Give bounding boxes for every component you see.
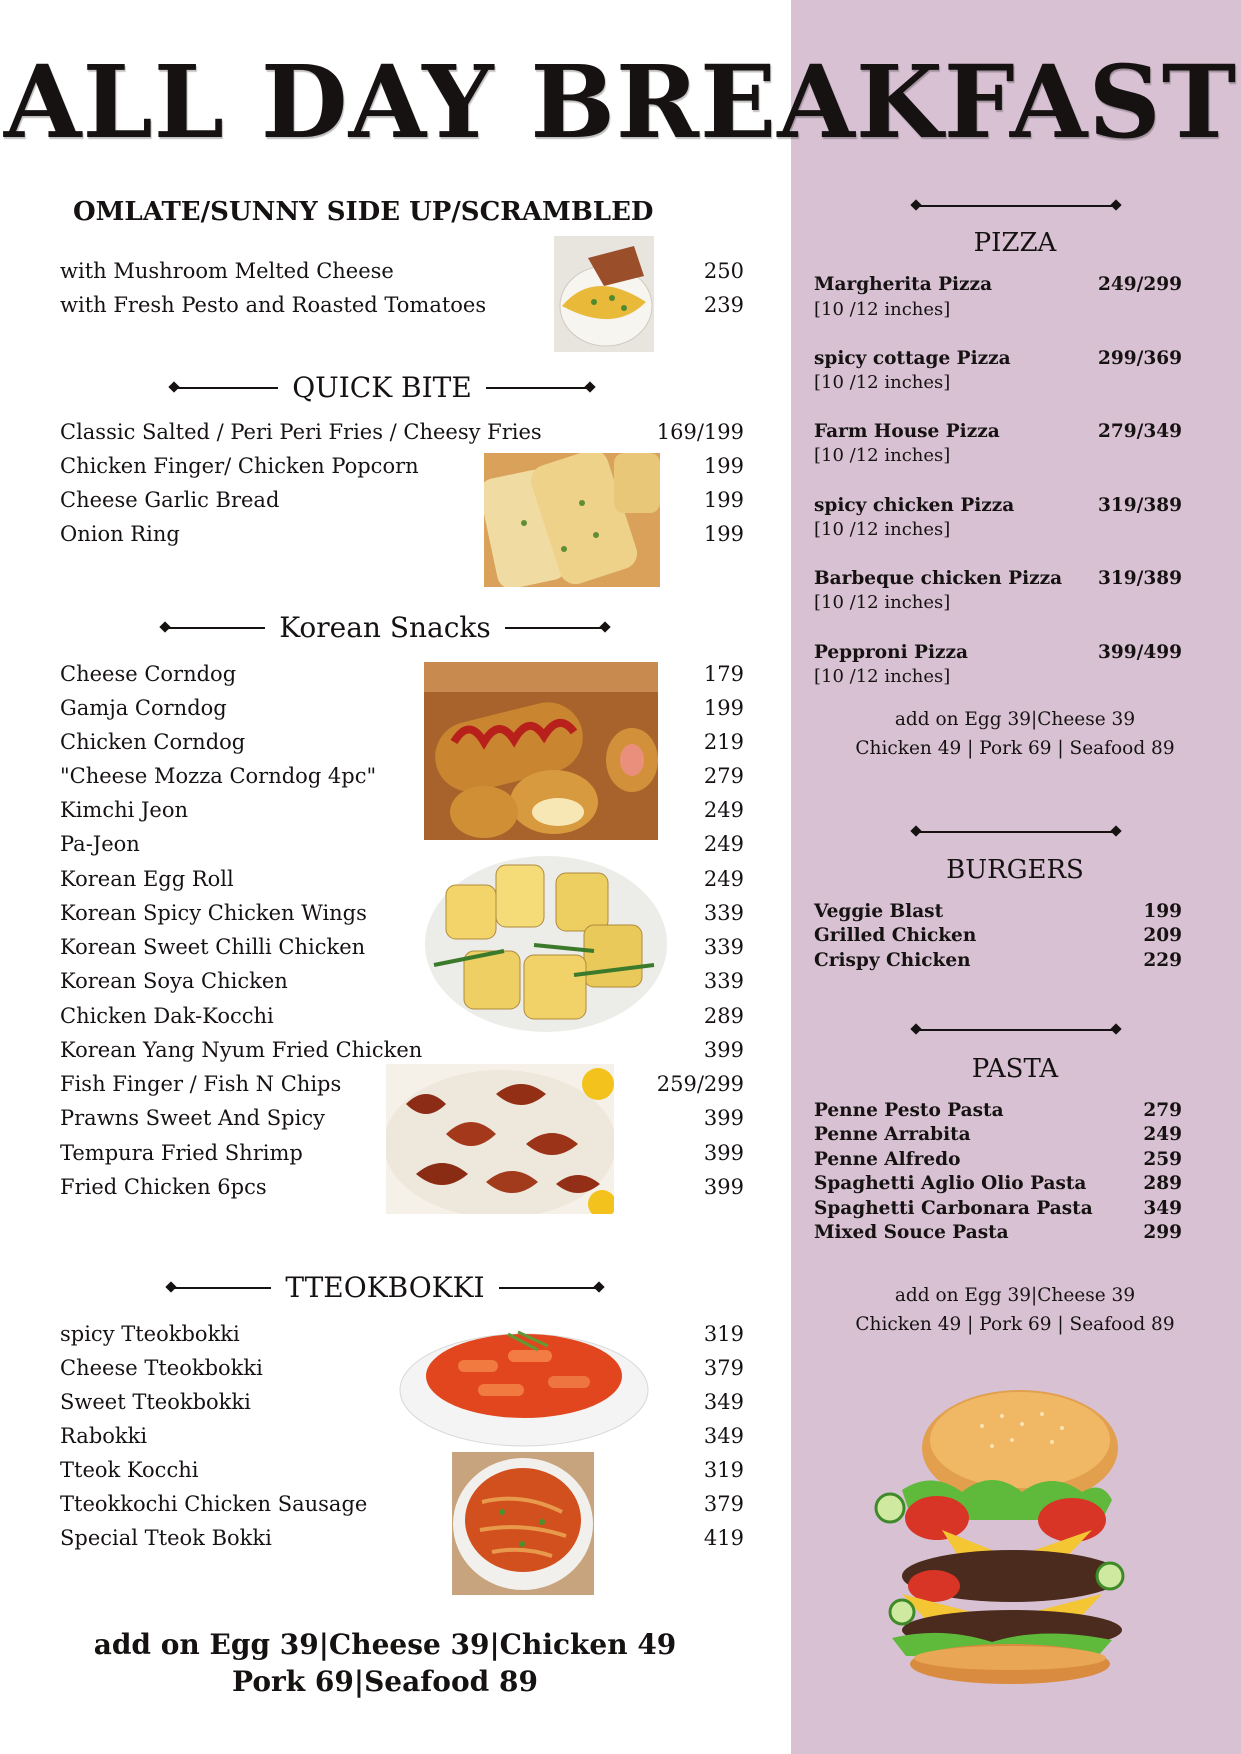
- item-name: Pa-Jeon: [60, 832, 140, 856]
- egg-roll-photo: [424, 855, 668, 1033]
- menu-item: [814, 1123, 1182, 1148]
- menu-item: [814, 1148, 1182, 1173]
- item-price: 279: [1143, 1100, 1182, 1121]
- item-name: Fried Chicken 6pcs: [60, 1175, 267, 1199]
- item-price: 379: [703, 1356, 744, 1380]
- item-price: 279: [703, 764, 744, 788]
- item-price: 299: [1143, 1222, 1182, 1243]
- item-price: 349: [703, 1390, 744, 1414]
- item-price: 399: [703, 1175, 744, 1199]
- menu-item: [60, 1487, 744, 1521]
- menu-item: [814, 1099, 1182, 1124]
- menu-item: [814, 494, 1182, 519]
- menu-item: [60, 1033, 744, 1067]
- item-price: 169/199: [656, 420, 744, 444]
- item-price: 249: [703, 867, 744, 891]
- menu-item: [814, 1197, 1182, 1222]
- item-size: [10 /12 inches]: [814, 519, 951, 540]
- prawns-photo: [386, 1064, 614, 1214]
- item-name: "Cheese Mozza Corndog 4pc": [60, 764, 377, 788]
- item-name: Classic Salted / Peri Peri Fries / Cheesy Fries: [60, 420, 542, 444]
- item-name: Special Tteok Bokki: [60, 1526, 272, 1550]
- item-price: 259/299: [656, 1072, 744, 1096]
- item-price: 349: [703, 1424, 744, 1448]
- menu-item: [814, 641, 1182, 666]
- item-price: 259: [1143, 1149, 1182, 1170]
- item-price: 249: [703, 832, 744, 856]
- item-price: 279/349: [1098, 421, 1182, 442]
- item-price: 349: [1143, 1198, 1182, 1219]
- tteokbokki-heading: [158, 1271, 612, 1305]
- menu-item: [814, 1172, 1182, 1197]
- item-name: Penne Arrabita: [814, 1124, 971, 1145]
- garlic-bread-photo: [484, 453, 660, 587]
- item-price: 399: [703, 1038, 744, 1062]
- item-name: Korean Yang Nyum Fried Chicken: [60, 1038, 423, 1062]
- section-title: TTEOKBOKKI: [285, 1271, 485, 1304]
- item-name: Gamja Corndog: [60, 696, 227, 720]
- pizza-divider: [911, 205, 1121, 207]
- divider-line: [916, 1029, 1116, 1031]
- item-price: 339: [703, 969, 744, 993]
- item-price: 199: [703, 696, 744, 720]
- divider-line: [174, 387, 278, 389]
- item-price: 289: [703, 1004, 744, 1028]
- omelette-heading: OMLATE/SUNNY SIDE UP/SCRAMBLED: [73, 197, 654, 227]
- item-name: Prawns Sweet And Spicy: [60, 1106, 325, 1130]
- page-title: ALL DAY BREAKFAST: [3, 43, 1238, 161]
- korean-snacks-heading: [158, 611, 612, 645]
- item-size: [10 /12 inches]: [814, 445, 951, 466]
- divider-line: [916, 205, 1116, 207]
- item-name: Farm House Pizza: [814, 421, 1000, 442]
- burgers-heading: BURGERS: [946, 855, 1084, 885]
- item-name: Grilled Chicken: [814, 925, 977, 946]
- item-name: Korean Egg Roll: [60, 867, 234, 891]
- item-name: Tteok Kocchi: [60, 1458, 199, 1482]
- item-name: Korean Spicy Chicken Wings: [60, 901, 367, 925]
- item-name: with Mushroom Melted Cheese: [60, 259, 394, 283]
- item-name: spicy cottage Pizza: [814, 348, 1011, 369]
- omelette-photo: [554, 236, 654, 352]
- item-name: Kimchi Jeon: [60, 798, 189, 822]
- item-price: 199: [703, 454, 744, 478]
- item-size: [10 /12 inches]: [814, 299, 951, 320]
- item-price: 249: [1143, 1124, 1182, 1145]
- item-name: Chicken Dak-Kocchi: [60, 1004, 274, 1028]
- item-name: Spaghetti Aglio Olio Pasta: [814, 1173, 1087, 1194]
- item-name: with Fresh Pesto and Roasted Tomatoes: [60, 293, 487, 317]
- addon-note-line1: add on Egg 39|Cheese 39|Chicken 49: [93, 1628, 677, 1661]
- item-name: Tempura Fried Shrimp: [60, 1141, 303, 1165]
- item-name: Chicken Finger/ Chicken Popcorn: [60, 454, 419, 478]
- pasta-addon-line1: add on Egg 39|Cheese 39: [894, 1285, 1136, 1306]
- item-name: Veggie Blast: [814, 901, 944, 922]
- divider-line: [499, 1287, 599, 1289]
- menu-item: [814, 567, 1182, 592]
- section-title: Korean Snacks: [279, 611, 491, 644]
- quick-bite-heading: [170, 371, 594, 405]
- menu-item: [814, 924, 1182, 949]
- item-name: Cheese Corndog: [60, 662, 237, 686]
- item-name: Penne Pesto Pasta: [814, 1100, 1004, 1121]
- divider-line: [916, 831, 1116, 833]
- pasta-addon-line2: Chicken 49 | Pork 69 | Seafood 89: [855, 1314, 1175, 1335]
- menu-item: [814, 1221, 1182, 1246]
- burgers-divider: [911, 831, 1121, 833]
- addon-note-line2: Pork 69|Seafood 89: [232, 1665, 538, 1698]
- item-price: 199: [703, 488, 744, 512]
- menu-item: [814, 420, 1182, 445]
- item-price: 399: [703, 1141, 744, 1165]
- pasta-heading: PASTA: [971, 1054, 1059, 1084]
- item-price: 319/389: [1098, 495, 1182, 516]
- item-price: 229: [1143, 950, 1182, 971]
- item-size: [10 /12 inches]: [814, 666, 951, 687]
- tteokbokki-bowl-photo: [398, 1320, 650, 1448]
- menu-item: [60, 415, 744, 449]
- divider-line: [171, 1287, 271, 1289]
- item-name: spicy chicken Pizza: [814, 495, 1015, 516]
- item-size: [10 /12 inches]: [814, 592, 951, 613]
- item-price: 319/389: [1098, 568, 1182, 589]
- pizza-addon-line1: add on Egg 39|Cheese 39: [894, 709, 1136, 730]
- pizza-heading: PIZZA: [973, 228, 1057, 258]
- item-price: 239: [703, 293, 744, 317]
- divider-line: [165, 627, 265, 629]
- section-title: QUICK BITE: [292, 371, 472, 404]
- item-name: spicy Tteokbokki: [60, 1322, 240, 1346]
- item-name: Pepproni Pizza: [814, 642, 968, 663]
- item-price: 419: [703, 1526, 744, 1550]
- corndog-photo: [424, 662, 658, 840]
- item-name: Penne Alfredo: [814, 1149, 961, 1170]
- rabokki-photo: [452, 1452, 594, 1595]
- item-price: 299/369: [1098, 348, 1182, 369]
- burger-illustration: [862, 1380, 1132, 1686]
- item-name: Cheese Garlic Bread: [60, 488, 280, 512]
- item-price: 289: [1143, 1173, 1182, 1194]
- item-name: Sweet Tteokbokki: [60, 1390, 251, 1414]
- item-name: Barbeque chicken Pizza: [814, 568, 1063, 589]
- item-name: Onion Ring: [60, 522, 180, 546]
- menu-item: [60, 1521, 744, 1555]
- item-price: 209: [1143, 925, 1182, 946]
- menu-item: [60, 1453, 744, 1487]
- divider-line: [486, 387, 590, 389]
- item-price: 319: [703, 1458, 744, 1482]
- pasta-divider: [911, 1029, 1121, 1031]
- menu-item: [814, 949, 1182, 974]
- pizza-addon-line2: Chicken 49 | Pork 69 | Seafood 89: [855, 738, 1175, 759]
- item-name: Fish Finger / Fish N Chips: [60, 1072, 342, 1096]
- item-name: Margherita Pizza: [814, 274, 993, 295]
- item-price: 199: [703, 522, 744, 546]
- menu-item: [814, 347, 1182, 372]
- item-price: 339: [703, 935, 744, 959]
- item-price: 339: [703, 901, 744, 925]
- item-price: 250: [703, 259, 744, 283]
- item-price: 249: [703, 798, 744, 822]
- item-name: Korean Soya Chicken: [60, 969, 288, 993]
- item-price: 399/499: [1098, 642, 1182, 663]
- item-price: 379: [703, 1492, 744, 1516]
- item-price: 199: [1143, 901, 1182, 922]
- divider-line: [505, 627, 605, 629]
- item-name: Crispy Chicken: [814, 950, 971, 971]
- menu-item: [814, 900, 1182, 925]
- item-name: Tteokkochi Chicken Sausage: [60, 1492, 368, 1516]
- item-price: 219: [703, 730, 744, 754]
- item-name: Spaghetti Carbonara Pasta: [814, 1198, 1093, 1219]
- item-name: Mixed Souce Pasta: [814, 1222, 1009, 1243]
- item-size: [10 /12 inches]: [814, 372, 951, 393]
- item-name: Rabokki: [60, 1424, 148, 1448]
- item-price: 319: [703, 1322, 744, 1346]
- menu-item: [814, 273, 1182, 298]
- item-name: Korean Sweet Chilli Chicken: [60, 935, 366, 959]
- item-price: 399: [703, 1106, 744, 1130]
- item-name: Cheese Tteokbokki: [60, 1356, 263, 1380]
- item-price: 179: [703, 662, 744, 686]
- item-price: 249/299: [1098, 274, 1182, 295]
- item-name: Chicken Corndog: [60, 730, 246, 754]
